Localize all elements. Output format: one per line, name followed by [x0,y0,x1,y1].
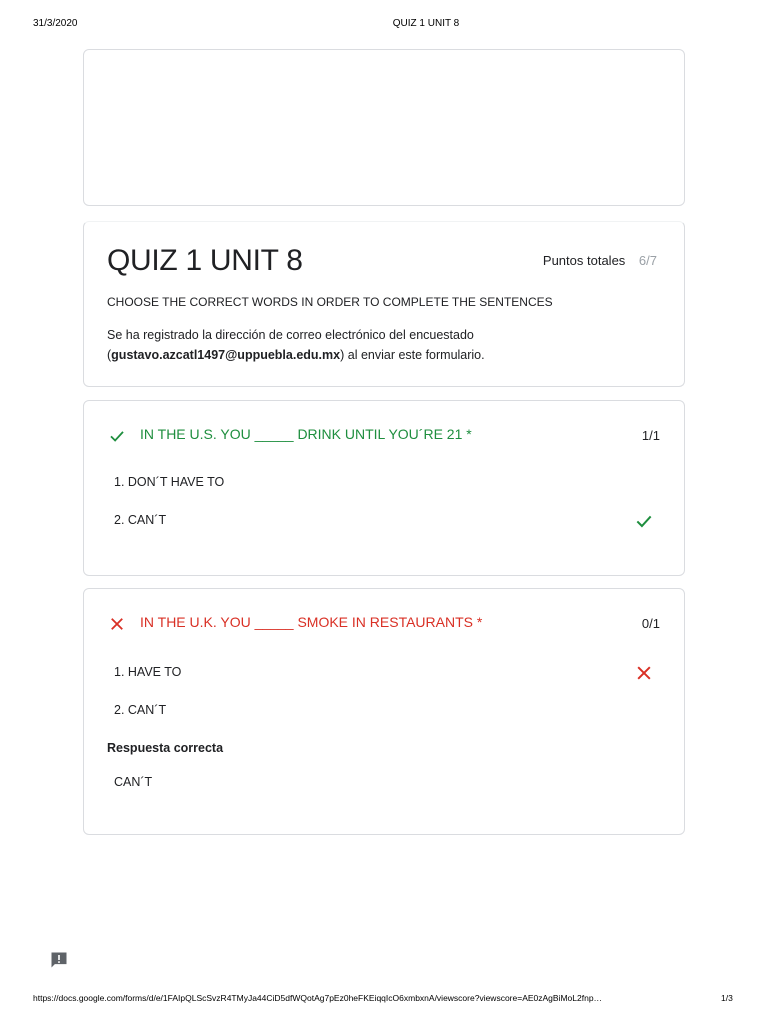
required-mark: * [466,426,472,442]
correct-answer: CAN´T [114,775,153,789]
question-2-text: IN THE U.K. YOU _____ SMOKE IN RESTAURANTS [140,614,473,630]
question-card-2 [83,588,685,835]
email-prefix: Se ha registrado la dirección de correo electrónico del encuestado ( [107,328,474,362]
close-icon [108,615,126,633]
question-score: 1/1 [641,428,660,443]
question-text [140,614,482,630]
close-icon [634,663,654,683]
required-mark: * [476,614,483,630]
check-icon [634,511,654,531]
respondent-email: gustavo.azcatl1497@uppuebla.edu.mx [111,348,341,362]
form-banner [83,49,685,206]
form-description: CHOOSE THE CORRECT WORDS IN ORDER TO COMPLETE THE SENTENCES [107,295,553,309]
form-header-card [83,221,685,387]
points-label: Puntos totales [542,253,626,268]
option-2: 2. CAN´T [114,703,167,717]
question-1-text: IN THE U.S. YOU _____ DRINK UNTIL YOU´RE 21 [140,426,463,442]
question-score: 0/1 [641,616,660,631]
question-text [140,426,472,442]
total-points [543,253,657,268]
email-notice [107,325,684,365]
print-title: QUIZ 1 UNIT 8 [392,18,460,29]
email-suffix: ) al enviar este formulario. [340,348,485,362]
option-2: 2. CAN´T [114,513,167,527]
feedback-icon[interactable] [49,950,69,970]
correct-answer-label: Respuesta correcta [107,741,224,755]
question-card-1 [83,400,685,576]
option-1: 1. DON´T HAVE TO [114,475,225,489]
page-number: 1/3 [721,993,733,1003]
form-title: QUIZ 1 UNIT 8 [107,244,303,277]
option-1: 1. HAVE TO [114,665,182,679]
page-url: https://docs.google.com/forms/d/e/1FAIpQLScSvzR4TMyJa44CiD5dfWQotAg7pEz0heFKEiqqIcO6xmbxnA/viewscore?viewscore=AE0zAgBiMoL2fnp… [33,993,603,1003]
points-value: 6/7 [638,253,657,268]
print-date: 31/3/2020 [33,18,78,29]
check-icon [108,427,126,445]
